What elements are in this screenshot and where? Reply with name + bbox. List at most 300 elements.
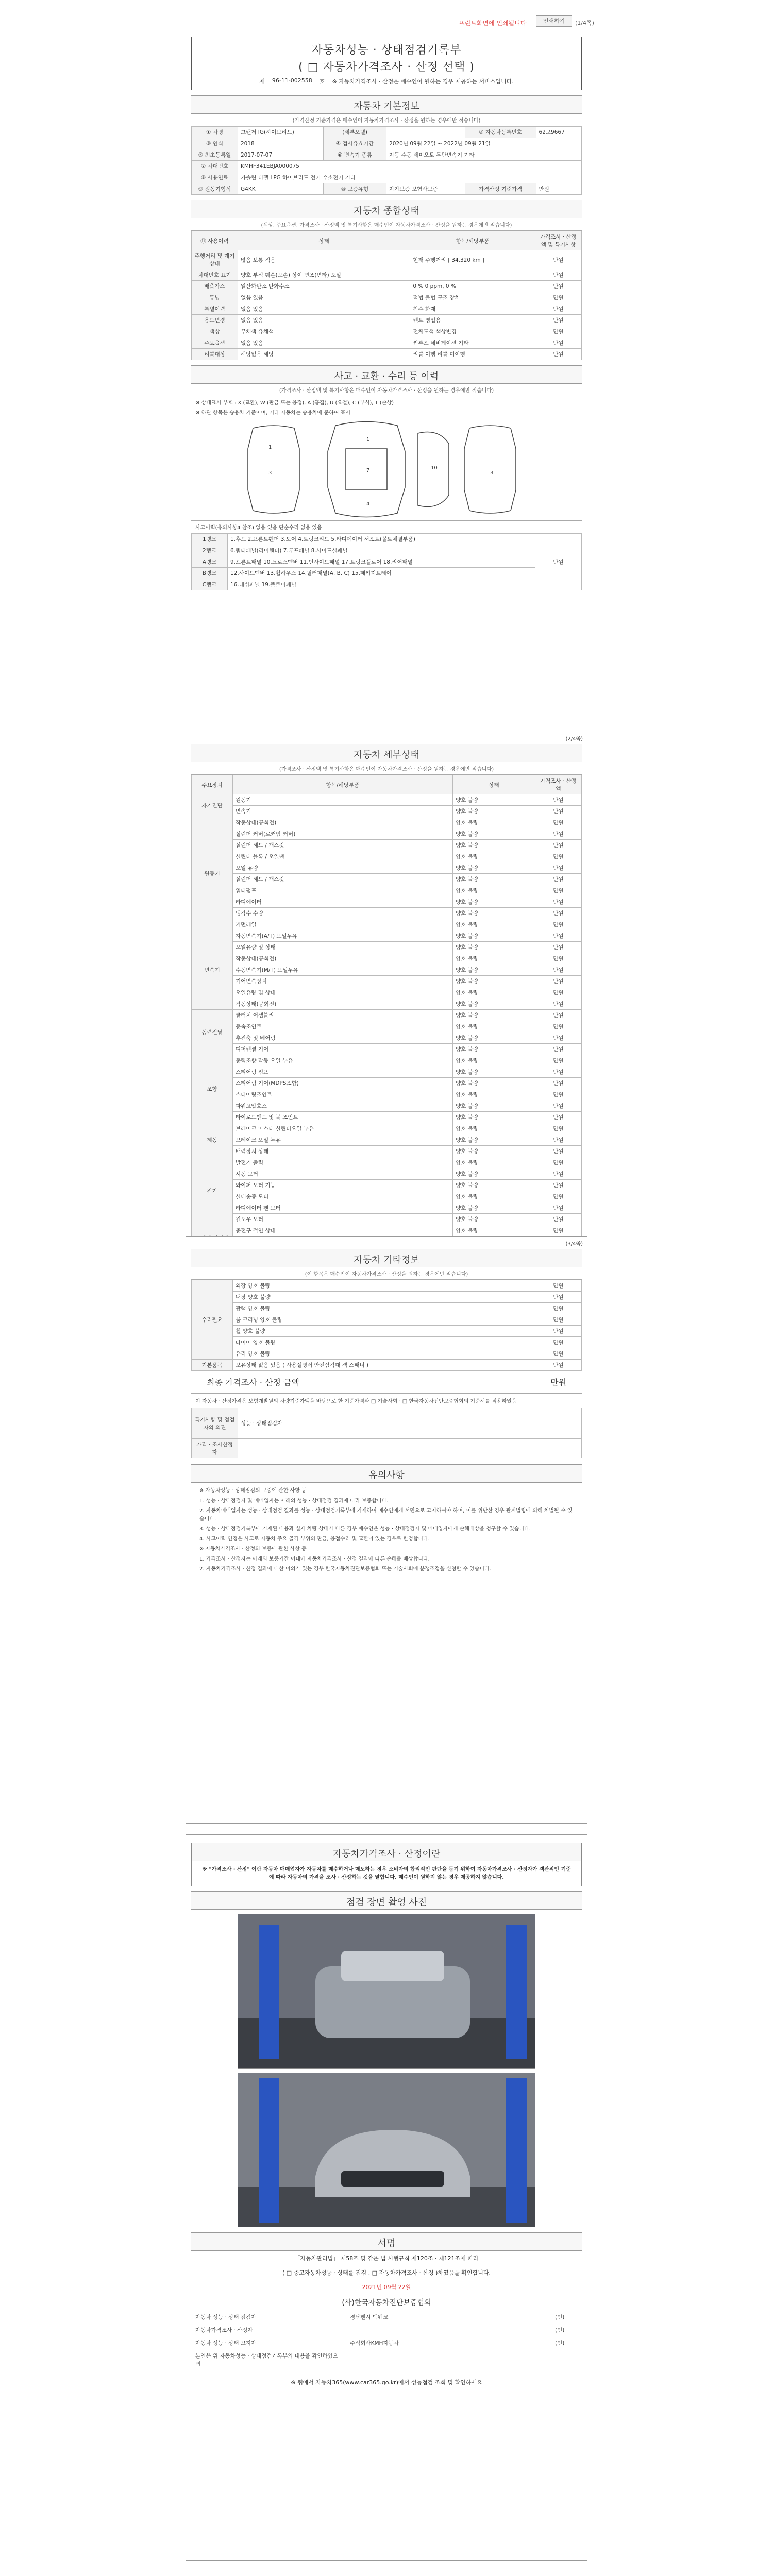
detail-state: 양호 불량 — [453, 998, 535, 1010]
detail-row — [192, 953, 582, 964]
detail-price: 만원 — [535, 1214, 582, 1225]
detail-row — [192, 817, 582, 828]
detail-item: 변속기 — [233, 806, 453, 817]
summary-title: 자동차 종합상태 — [191, 200, 582, 218]
detail-state: 양호 불량 — [453, 1202, 535, 1214]
sign-table — [191, 2311, 582, 2370]
detail-item: 커먼레일 — [233, 919, 453, 930]
etc-row — [192, 1337, 582, 1348]
detail-state: 양호 불량 — [453, 794, 535, 806]
detail-row — [192, 896, 582, 908]
detail-row — [192, 1044, 582, 1055]
detail-item: 배력장치 상태 — [233, 1146, 453, 1157]
summary-head-cell: 항목/해당부품 — [410, 231, 535, 250]
summary-state: 해당없음 해당 — [238, 349, 410, 360]
final-price-row — [191, 1371, 582, 1394]
basic-row — [192, 172, 582, 183]
basic-value: 그랜저 IG(하이브리드) — [238, 127, 324, 138]
summary-item: 리콜 이행 리콜 미이행 — [410, 349, 535, 360]
detail-price: 만원 — [535, 840, 582, 851]
etc-price: 만원 — [535, 1326, 582, 1337]
accident-legend: ※ 상태표시 부호 : X (교환), W (판금 또는 용접), A (흠집), U (요철), C (부식), T (손상) — [195, 400, 394, 406]
part-num-3: 3 — [268, 470, 272, 476]
sign-value: 주식회사KMH자동차 — [350, 2340, 399, 2346]
detail-price: 만원 — [535, 851, 582, 862]
etc-item: 내장 양호 불량 — [233, 1292, 535, 1303]
detail-head-cell: 상태 — [453, 775, 535, 794]
detail-price: 만원 — [535, 828, 582, 840]
detail-price: 만원 — [535, 874, 582, 885]
accident-section — [191, 365, 582, 590]
summary-key: 주요옵션 — [192, 337, 238, 349]
sign-row — [191, 2311, 582, 2324]
detail-row — [192, 1214, 582, 1225]
detail-head-cell: 주요장치 — [192, 775, 233, 794]
page2-num: (2/4쪽) — [565, 736, 583, 742]
detail-row — [192, 1112, 582, 1123]
car-left-side — [248, 426, 299, 513]
parts-table — [191, 533, 582, 590]
detail-state: 양호 불량 — [453, 1100, 535, 1112]
detail-state: 양호 불량 — [453, 1168, 535, 1180]
caution-line: ※ 자동차성능 · 상태점검의 보증에 관한 사항 등 — [199, 1488, 307, 1494]
detail-row — [192, 1202, 582, 1214]
detail-group: 자기진단 — [192, 794, 233, 817]
detail-sub: (가격조사 · 산정액 및 특기사항은 매수인이 자동차가격조사 · 산정을 원하는 경우에만 적습니다) — [191, 762, 582, 775]
doc-title: 자동차성능 · 상태점검기록부 — [311, 44, 462, 57]
detail-item: 수동변속기(M/T) 오일누유 — [233, 964, 453, 976]
detail-state: 양호 불량 — [453, 896, 535, 908]
summary-item: 전체도색 색상변경 — [410, 326, 535, 337]
opinion-key2: 가격 · 조사산정자 — [192, 1439, 238, 1458]
detail-row — [192, 942, 582, 953]
parts-items: 6.쿼터패널(리어휀더) 7.루프패널 8.사이드실패널 — [228, 545, 535, 556]
detail-item: 실내송풍 모터 — [233, 1191, 453, 1202]
detail-row — [192, 919, 582, 930]
detail-state: 양호 불량 — [453, 908, 535, 919]
detail-row — [192, 1089, 582, 1100]
page3-num: (3/4쪽) — [565, 1241, 583, 1247]
detail-group: 전기 — [192, 1157, 233, 1225]
detail-state: 양호 불량 — [453, 1180, 535, 1191]
page-indicator: (1/4쪽) — [575, 20, 594, 26]
sign-date: 2021년 09월 22일 — [362, 2284, 411, 2291]
photo-2-image — [238, 2073, 535, 2227]
detail-state: 양호 불량 — [453, 1032, 535, 1044]
detail-item: 작동상태(공회전) — [233, 953, 453, 964]
summary-state: 없음 있음 — [238, 337, 410, 349]
detail-price: 만원 — [535, 998, 582, 1010]
summary-key: 특별이력 — [192, 303, 238, 315]
photo-1-image — [238, 1914, 535, 2069]
inspection-photo-1 — [238, 1914, 535, 2069]
car-diagram-svg — [191, 418, 583, 521]
summary-head-cell: 상태 — [238, 231, 410, 250]
sign-value — [346, 2324, 551, 2336]
parts-items: 12.사이드멤버 13.휠하우스 14.필러패널(A, B, C) 15.패키지트레이 — [228, 568, 535, 579]
sign-row — [191, 2324, 582, 2336]
page-3 — [186, 1236, 587, 1824]
summary-key: 색상 — [192, 326, 238, 337]
summary-row — [192, 250, 582, 269]
parts-row — [192, 534, 582, 545]
detail-item: 원동기 — [233, 794, 453, 806]
detail-item: 발전기 출력 — [233, 1157, 453, 1168]
summary-item: 썬루프 네비게이션 기타 — [410, 337, 535, 349]
car-diagram — [191, 418, 582, 521]
detail-row — [192, 1021, 582, 1032]
etc-row — [192, 1280, 582, 1292]
summary-state: 없음 있음 — [238, 303, 410, 315]
etc-item: 타이어 양호 불량 — [233, 1337, 535, 1348]
basic-row — [192, 183, 582, 195]
part-num-4: 4 — [366, 501, 370, 507]
top-bar — [0, 0, 773, 31]
print-button[interactable]: 인쇄하기 — [536, 15, 572, 27]
detail-item: 파워고압호스 — [233, 1100, 453, 1112]
parts-row — [192, 568, 582, 579]
basic-title: 자동차 기본정보 — [191, 95, 582, 114]
summary-key: 배출가스 — [192, 281, 238, 292]
caution-line: 2. 자동차가격조사 · 산정 결과에 대한 이의가 있는 경우 한국자동차진단보증협회 또는 기술사회에 분쟁조정을 신청할 수 있습니다. — [199, 1566, 491, 1572]
summary-key: 튜닝 — [192, 292, 238, 303]
detail-price: 만원 — [535, 1100, 582, 1112]
caution-section — [191, 1464, 582, 1580]
part-num-8: 3 — [490, 470, 494, 476]
sign-key: 본인은 위 자동차성능 · 상태점검기록부의 내용을 확인하였으며 — [195, 2353, 338, 2367]
detail-row — [192, 862, 582, 874]
detail-state: 양호 불량 — [453, 1089, 535, 1100]
detail-row — [192, 1157, 582, 1168]
part-num-1: 1 — [268, 445, 272, 450]
detail-state: 양호 불량 — [453, 976, 535, 987]
detail-state: 양호 불량 — [453, 817, 535, 828]
summary-key: 주행거리 및 계기상태 — [192, 250, 238, 269]
detail-price: 만원 — [535, 1010, 582, 1021]
detail-item: 스티어링 기어(MDPS포함) — [233, 1078, 453, 1089]
sign-value — [346, 2349, 551, 2370]
detail-price: 만원 — [535, 953, 582, 964]
sign-key: 자동차 성능 · 상태 점검자 — [195, 2314, 257, 2320]
detail-price: 만원 — [535, 862, 582, 874]
detail-item: 등속조인트 — [233, 1021, 453, 1032]
detail-item: 실린더 헤드 / 개스킷 — [233, 874, 453, 885]
basic-key3: 가격산정 기준가격 — [465, 183, 536, 195]
part-num-7: 7 — [366, 468, 370, 473]
summary-state: 없음 있음 — [238, 292, 410, 303]
guide-text: ※ "가격조사 · 산정" 이란 자동차 매매업자가 자동차를 매수하거나 매도하는 경우 소비자의 합리적인 판단을 돕기 위하여 자동차가격조사 · 산정자가 객관적인 기준에 따라 자동차의 가격을 조사 · 산정하는 것을 말합니다. 매수인이 원하지 않는 경우 제공하지 않습니다. — [202, 1867, 571, 1880]
caution-line: 2. 자동차매매업자는 성능 · 상태점검 결과를 성능 · 상태점검기록부에 기재하여 매수인에게 서면으로 고지하여야 하며, 이를 위반한 경우 관계법령에 의해 처벌될 수 있습니다. — [199, 1508, 573, 1522]
opinion-v1: 성능 · 상태점검자 — [238, 1408, 582, 1439]
opinion-key: 특기사항 및 점검자의 의견 — [192, 1408, 238, 1439]
detail-group: 변속기 — [192, 930, 233, 1010]
detail-table — [191, 775, 582, 1270]
detail-state: 양호 불량 — [453, 930, 535, 942]
summary-price: 만원 — [535, 326, 582, 337]
etc-row — [192, 1326, 582, 1337]
basic-value2: 2020년 09월 22일 ~ 2022년 09월 21일 — [386, 138, 582, 149]
detail-price: 만원 — [535, 942, 582, 953]
photo-title: 점검 장면 촬영 사진 — [191, 1891, 582, 1910]
sign-key: 자동차 성능 · 상태 고지자 — [195, 2340, 257, 2346]
guide-section — [191, 1843, 582, 1886]
detail-item: 브레이크 마스터 실린더오일 누유 — [233, 1123, 453, 1134]
basic-value3: 만원 — [536, 183, 581, 195]
sign-title: 서명 — [191, 2232, 582, 2251]
part-num-10: 10 — [431, 465, 438, 471]
summary-row — [192, 281, 582, 292]
detail-item: 실린더 헤드 / 개스킷 — [233, 840, 453, 851]
print-notice: 프린트화면에 인쇄됩니다 — [459, 20, 527, 27]
basic-value2: 자가보증 보험사보증 — [386, 183, 465, 195]
etc-item: 외장 양호 불량 — [233, 1280, 535, 1292]
detail-row — [192, 1180, 582, 1191]
parts-price: 만원 — [535, 534, 582, 590]
basic-key: ① 차명 — [192, 127, 238, 138]
parts-rank: B랭크 — [192, 568, 228, 579]
detail-price: 만원 — [535, 1225, 582, 1236]
basic-row — [192, 127, 582, 138]
detail-group: 제동 — [192, 1123, 233, 1157]
etc-section — [191, 1249, 582, 1458]
detail-price: 만원 — [535, 1066, 582, 1078]
detail-row — [192, 1010, 582, 1021]
detail-item: 와이퍼 모터 기능 — [233, 1180, 453, 1191]
caution-line: 1. 가격조사 · 산정자는 아래의 보증기간 이내에 자동차가격조사 · 산정 결과에 따른 손해를 배상합니다. — [199, 1556, 430, 1562]
detail-item: 오일 유량 — [233, 862, 453, 874]
etc-item: 룸 크리닝 양호 불량 — [233, 1314, 535, 1326]
etc-price: 만원 — [535, 1360, 582, 1371]
summary-item: 현재 주행거리 [ 34,320 km ] — [410, 250, 535, 269]
etc-title: 자동차 기타정보 — [191, 1249, 582, 1267]
detail-price: 만원 — [535, 919, 582, 930]
etc-row — [192, 1314, 582, 1326]
summary-state: 많음 보통 적음 — [238, 250, 410, 269]
summary-item: 적법 불법 구조 장치 — [410, 292, 535, 303]
detail-group: 조향 — [192, 1055, 233, 1123]
detail-row — [192, 1078, 582, 1089]
sign-key: 자동차가격조사 · 산정자 — [195, 2327, 253, 2333]
basic-value2: 자동 수동 세미오토 무단변속기 기타 — [386, 149, 582, 161]
detail-item: 윈도우 모터 — [233, 1214, 453, 1225]
etc-price: 만원 — [535, 1280, 582, 1292]
sign-value: 경남팬시 맥웨코 — [350, 2314, 389, 2320]
basic-value: KMHF341EBJA000075 — [238, 161, 582, 172]
etc-item: 보유상태 없음 있음 ( 사용설명서 안전삼각대 잭 스패너 ) — [233, 1360, 535, 1371]
detail-price: 만원 — [535, 885, 582, 896]
detail-row — [192, 976, 582, 987]
basic-key: ⑤ 최초등록일 — [192, 149, 238, 161]
detail-state: 양호 불량 — [453, 806, 535, 817]
basic-key2: ⑩ 보증유형 — [323, 183, 386, 195]
detail-state: 양호 불량 — [453, 1044, 535, 1055]
summary-price: 만원 — [535, 269, 582, 281]
detail-row — [192, 885, 582, 896]
detail-price: 만원 — [535, 1146, 582, 1157]
parts-rank: C랭크 — [192, 579, 228, 590]
detail-item: 작동상태(공회전) — [233, 817, 453, 828]
summary-price: 만원 — [535, 349, 582, 360]
summary-section — [191, 200, 582, 360]
basic-key: ③ 연식 — [192, 138, 238, 149]
detail-item: 디퍼렌셜 기어 — [233, 1044, 453, 1055]
detail-price: 만원 — [535, 1202, 582, 1214]
basic-value: G4KK — [238, 183, 324, 195]
detail-state: 양호 불량 — [453, 1225, 535, 1236]
caution-notes — [191, 1483, 582, 1580]
basic-key2: ④ 검사유효기간 — [323, 138, 386, 149]
detail-item: 냉각수 수량 — [233, 908, 453, 919]
detail-state: 양호 불량 — [453, 1146, 535, 1157]
summary-price: 만원 — [535, 303, 582, 315]
page-2 — [186, 732, 587, 1234]
parts-row — [192, 579, 582, 590]
caution-line: ※ 자동차가격조사 · 산정의 보증에 관한 사항 등 — [199, 1546, 307, 1552]
parts-rank: 2랭크 — [192, 545, 228, 556]
parts-items: 16.대쉬패널 19.플로어패널 — [228, 579, 535, 590]
summary-row — [192, 337, 582, 349]
detail-row — [192, 794, 582, 806]
detail-item: 클러치 어셈블리 — [233, 1010, 453, 1021]
detail-item: 오일유량 및 상태 — [233, 942, 453, 953]
summary-state: 없음 있음 — [238, 315, 410, 326]
summary-price: 만원 — [535, 250, 582, 269]
summary-price: 만원 — [535, 292, 582, 303]
accident-sub: (가격조사 · 산정액 및 특기사항은 매수인이 자동차가격조사 · 산정을 원하는 경우에만 적습니다) — [191, 384, 582, 396]
summary-price: 만원 — [535, 315, 582, 326]
etc-item: 휠 양호 불량 — [233, 1326, 535, 1337]
detail-state: 양호 불량 — [453, 1066, 535, 1078]
detail-price: 만원 — [535, 1089, 582, 1100]
detail-price: 만원 — [535, 817, 582, 828]
basic-key3: ② 자동차등록번호 — [465, 127, 536, 138]
detail-state: 양호 불량 — [453, 1055, 535, 1066]
detail-item: 실린더 블록 / 오일팬 — [233, 851, 453, 862]
detail-item: 스티어링조인트 — [233, 1089, 453, 1100]
detail-section — [191, 744, 582, 1270]
accident-legend2: ※ 하단 항목은 승용차 기준이며, 기타 자동차는 승용차에 준하여 표시 — [195, 410, 350, 416]
detail-price: 만원 — [535, 1044, 582, 1055]
summary-sub: (색상, 주요옵션, 가격조사 · 산정액 및 특기사항은 매수인이 자동차가격조사 · 산정을 원하는 경우에만 적습니다) — [191, 218, 582, 231]
detail-title: 자동차 세부상태 — [191, 744, 582, 762]
etc-price: 만원 — [535, 1337, 582, 1348]
basic-key2: (세부모델) — [323, 127, 386, 138]
summary-price: 만원 — [535, 281, 582, 292]
detail-price: 만원 — [535, 1078, 582, 1089]
detail-price: 만원 — [535, 1021, 582, 1032]
detail-state: 양호 불량 — [453, 1157, 535, 1168]
basic-sub: (가격산정 기준가격은 매수인이 자동차가격조사 · 산정을 원하는 경우에만 적습니다) — [191, 114, 582, 126]
detail-price: 만원 — [535, 908, 582, 919]
sign-section — [191, 2232, 582, 2389]
basic-key: ⑨ 원동기형식 — [192, 183, 238, 195]
parts-rank: A랭크 — [192, 556, 228, 568]
detail-price: 만원 — [535, 806, 582, 817]
summary-table — [191, 231, 582, 360]
detail-row — [192, 998, 582, 1010]
car-right-side — [464, 426, 516, 513]
summary-state: 무채색 유채색 — [238, 326, 410, 337]
summary-row — [192, 292, 582, 303]
summary-key: 차대번호 표기 — [192, 269, 238, 281]
summary-head-cell: 가격조사 · 산정액 및 특기사항 — [535, 231, 582, 250]
basic-value: 가솔린 디젤 LPG 하이브리드 전기 수소전기 기타 — [238, 172, 582, 183]
doc-header — [191, 37, 582, 90]
detail-item: 작동상태(공회전) — [233, 998, 453, 1010]
caution-line: 1. 성능 · 상태점검자 및 매매업자는 아래의 성능 · 상태점검 결과에 따라 보증합니다. — [199, 1498, 389, 1504]
detail-row — [192, 874, 582, 885]
etc-row — [192, 1360, 582, 1371]
detail-state: 양호 불량 — [453, 874, 535, 885]
summary-row — [192, 315, 582, 326]
detail-price: 만원 — [535, 1134, 582, 1146]
detail-price: 만원 — [535, 1157, 582, 1168]
sign-org: (사)한국자동차진단보증협회 — [342, 2299, 431, 2307]
etc-price: 만원 — [535, 1314, 582, 1326]
summary-row — [192, 349, 582, 360]
detail-state: 양호 불량 — [453, 851, 535, 862]
caution-line: 4. 사고이력 인정은 사고로 자동차 주요 골격 부위의 판금, 용접수리 및 교환이 있는 경우로 한정합니다. — [199, 1536, 430, 1542]
detail-head — [192, 775, 582, 794]
detail-row — [192, 1134, 582, 1146]
detail-price: 만원 — [535, 1032, 582, 1044]
etc-item: 유리 양호 불량 — [233, 1348, 535, 1360]
detail-item: 자동변속기(A/T) 오일누유 — [233, 930, 453, 942]
detail-item: 스티어링 펌프 — [233, 1066, 453, 1078]
doc-tail: ※ 자동차가격조사 · 산정은 매수인이 원하는 경우 제공하는 서비스입니다. — [332, 78, 514, 85]
detail-price: 만원 — [535, 964, 582, 976]
detail-item: 타이로드엔드 및 볼 조인트 — [233, 1112, 453, 1123]
sign-row — [191, 2336, 582, 2349]
detail-price: 만원 — [535, 794, 582, 806]
etc-key: 수리필요 — [192, 1280, 233, 1360]
detail-state: 양호 불량 — [453, 862, 535, 874]
parts-row — [192, 545, 582, 556]
parts-rank: 1랭크 — [192, 534, 228, 545]
summary-item: 침수 화재 — [410, 303, 535, 315]
detail-item: 실린더 커버(로커암 커버) — [233, 828, 453, 840]
sign-law2: ( □ 중고자동차성능 · 상태를 점검 , □ 자동차가격조사 · 산정 )하였음을 확인합니다. — [282, 2269, 491, 2276]
detail-state: 양호 불량 — [453, 828, 535, 840]
summary-head — [192, 231, 582, 250]
detail-state: 양호 불량 — [453, 919, 535, 930]
detail-row — [192, 1225, 582, 1236]
detail-price: 만원 — [535, 1123, 582, 1134]
summary-price: 만원 — [535, 337, 582, 349]
detail-item: 브레이크 오일 누유 — [233, 1134, 453, 1146]
etc-item: 광택 양호 불량 — [233, 1303, 535, 1314]
basic-row — [192, 161, 582, 172]
basic-key: ⑦ 차대번호 — [192, 161, 238, 172]
sign-seal: (인) — [555, 2314, 565, 2320]
detail-head-cell: 항목/해당부품 — [233, 775, 453, 794]
etc-row — [192, 1348, 582, 1360]
etc-sub: (이 항목은 매수인이 자동차가격조사 · 산정을 원하는 경우에만 적습니다) — [191, 1267, 582, 1280]
detail-row — [192, 840, 582, 851]
inspection-photo-2 — [238, 2073, 535, 2227]
opinion-text: 이 자동차 · 산정가격은 보험개발원의 차량기준가액을 바탕으로 한 기준가격과 □ 기술사회 · □ 한국자동차진단보증협회의 기준서를 적용하였음 — [195, 1399, 517, 1404]
etc-row — [192, 1303, 582, 1314]
page-1 — [186, 31, 587, 721]
accident-status: 사고이력(유의사항4 참조) 없음 있음 단순수리 없음 있음 — [191, 521, 582, 533]
detail-state: 양호 불량 — [453, 964, 535, 976]
detail-item: 라디에이터 — [233, 896, 453, 908]
summary-row — [192, 303, 582, 315]
detail-row — [192, 987, 582, 998]
etc-price: 만원 — [535, 1348, 582, 1360]
basic-key: ⑧ 사용연료 — [192, 172, 238, 183]
detail-item: 라디에이터 팬 모터 — [233, 1202, 453, 1214]
